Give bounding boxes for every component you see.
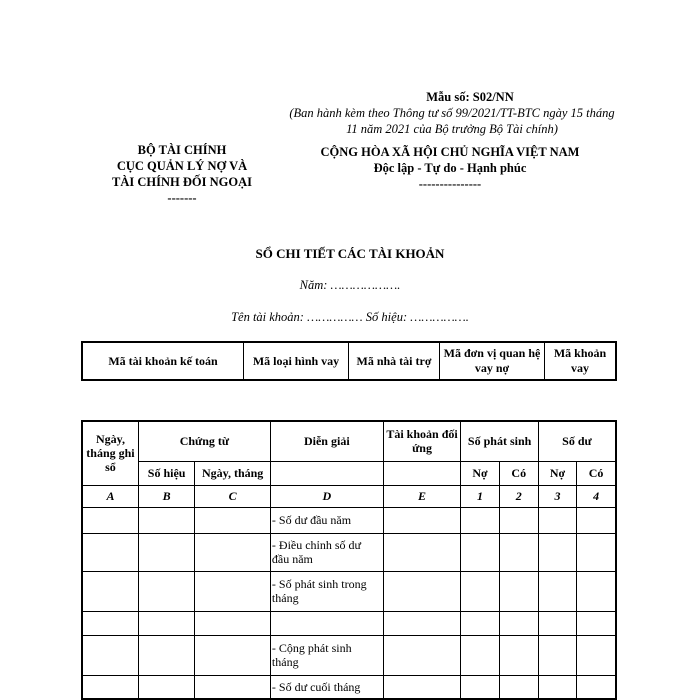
table-row bbox=[82, 485, 616, 507]
column-code: 4 bbox=[577, 485, 616, 507]
row-description: - Điều chỉnh số dư đầu năm bbox=[270, 533, 383, 571]
column-code: E bbox=[383, 485, 461, 507]
ledger-table bbox=[81, 420, 617, 700]
column-code: 1 bbox=[461, 485, 499, 507]
document-title: SỔ CHI TIẾT CÁC TÀI KHOẢN bbox=[255, 246, 445, 261]
table-cell bbox=[383, 507, 461, 533]
table-cell bbox=[461, 675, 499, 699]
table-cell bbox=[383, 571, 461, 611]
table-cell bbox=[538, 533, 576, 571]
col-description: Diễn giải bbox=[270, 421, 383, 461]
column-code: B bbox=[138, 485, 194, 507]
table-cell bbox=[499, 675, 538, 699]
department-name-line1: CỤC QUẢN LÝ NỢ VÀ bbox=[116, 159, 248, 173]
table-cell bbox=[138, 571, 194, 611]
department-name-line2: TÀI CHÍNH ĐỐI NGOẠI bbox=[112, 175, 252, 189]
table-cell bbox=[195, 675, 271, 699]
table-cell bbox=[461, 507, 499, 533]
table-cell bbox=[138, 507, 194, 533]
year-line: Năm: ………………. bbox=[299, 278, 401, 292]
table-cell bbox=[577, 507, 616, 533]
table-row bbox=[82, 342, 616, 380]
col-balance-debit: Nợ bbox=[538, 461, 576, 485]
table-cell bbox=[499, 571, 538, 611]
table-cell bbox=[383, 675, 461, 699]
table-cell bbox=[538, 635, 576, 675]
table-cell bbox=[383, 533, 461, 571]
table-cell bbox=[82, 507, 138, 533]
nation-name: CỘNG HÒA XÃ HỘI CHỦ NGHĨA VIỆT NAM bbox=[320, 145, 580, 159]
national-motto: Độc lập - Tự do - Hạnh phúc bbox=[373, 161, 527, 175]
table-cell bbox=[577, 675, 616, 699]
column-code: C bbox=[195, 485, 271, 507]
table-cell bbox=[461, 571, 499, 611]
table-cell bbox=[82, 611, 138, 635]
table-header-cell: Mã nhà tài trợ bbox=[349, 342, 440, 380]
agency-divider: ------- bbox=[167, 191, 197, 205]
table-cell bbox=[538, 675, 576, 699]
column-code: A bbox=[82, 485, 138, 507]
table-header-cell: Mã loại hình vay bbox=[244, 342, 349, 380]
col-counter-account: Tài khoản đối ứng bbox=[383, 421, 461, 461]
agency-block bbox=[92, 142, 272, 206]
row-description: - Số phát sinh trong tháng bbox=[270, 571, 383, 611]
row-description: - Số dư cuối tháng bbox=[270, 675, 383, 699]
form-code: Mẫu số: S02/NN bbox=[426, 90, 514, 104]
table-cell bbox=[195, 507, 271, 533]
col-arising: Số phát sinh bbox=[461, 421, 539, 461]
col-voucher-date: Ngày, tháng bbox=[195, 461, 271, 485]
row-description bbox=[270, 611, 383, 635]
form-legal-basis: (Ban hành kèm theo Thông tư số 99/2021/TT-BTC ngày 15 tháng 11 năm 2021 của Bộ trưởng Bộ Tài chính) bbox=[289, 106, 615, 136]
table-cell bbox=[577, 571, 616, 611]
table-row bbox=[82, 611, 616, 635]
column-code: 2 bbox=[499, 485, 538, 507]
table-cell bbox=[499, 533, 538, 571]
col-arising-debit: Nợ bbox=[461, 461, 499, 485]
col-voucher: Chứng từ bbox=[138, 421, 270, 461]
column-code: 3 bbox=[538, 485, 576, 507]
table-row bbox=[82, 421, 616, 461]
table-cell bbox=[138, 635, 194, 675]
account-info-table bbox=[81, 341, 617, 381]
table-cell bbox=[82, 635, 138, 675]
col-date: Ngày, tháng ghi sổ bbox=[82, 421, 138, 485]
table-row bbox=[82, 675, 616, 699]
table-cell bbox=[461, 611, 499, 635]
nation-block bbox=[300, 144, 600, 192]
table-cell bbox=[538, 507, 576, 533]
table-header-cell: Mã tài khoản kế toán bbox=[82, 342, 244, 380]
table-cell bbox=[577, 533, 616, 571]
col-arising-credit: Có bbox=[499, 461, 538, 485]
col-balance: Số dư bbox=[538, 421, 616, 461]
column-code: D bbox=[270, 485, 383, 507]
table-row bbox=[82, 635, 616, 675]
table-header-cell: Mã khoản vay bbox=[545, 342, 617, 380]
table-cell bbox=[383, 461, 461, 485]
table-row bbox=[82, 507, 616, 533]
table-cell bbox=[195, 571, 271, 611]
table-cell bbox=[195, 533, 271, 571]
table-row bbox=[82, 571, 616, 611]
table-cell bbox=[577, 611, 616, 635]
table-cell bbox=[138, 533, 194, 571]
nation-divider: --------------- bbox=[418, 177, 482, 191]
table-cell bbox=[138, 611, 194, 635]
table-cell bbox=[383, 611, 461, 635]
table-cell bbox=[138, 675, 194, 699]
table-cell bbox=[461, 635, 499, 675]
row-description: - Cộng phát sinh tháng bbox=[270, 635, 383, 675]
row-description: - Số dư đầu năm bbox=[270, 507, 383, 533]
table-cell bbox=[195, 611, 271, 635]
table-cell bbox=[82, 533, 138, 571]
table-cell bbox=[499, 507, 538, 533]
table-cell bbox=[82, 571, 138, 611]
table-cell bbox=[195, 635, 271, 675]
table-cell bbox=[461, 533, 499, 571]
table-cell bbox=[577, 635, 616, 675]
table-row bbox=[82, 533, 616, 571]
account-line: Tên tài khoản: …………… Số hiệu: ……………. bbox=[231, 310, 469, 324]
col-voucher-number: Số hiệu bbox=[138, 461, 194, 485]
table-cell bbox=[270, 461, 383, 485]
table-cell bbox=[499, 635, 538, 675]
table-cell bbox=[538, 571, 576, 611]
table-cell bbox=[499, 611, 538, 635]
table-row bbox=[82, 461, 616, 485]
table-cell bbox=[538, 611, 576, 635]
table-cell bbox=[383, 635, 461, 675]
table-cell bbox=[82, 675, 138, 699]
table-header-cell: Mã đơn vị quan hệ vay nợ bbox=[440, 342, 545, 380]
col-balance-credit: Có bbox=[577, 461, 616, 485]
ministry-name: BỘ TÀI CHÍNH bbox=[137, 143, 227, 157]
